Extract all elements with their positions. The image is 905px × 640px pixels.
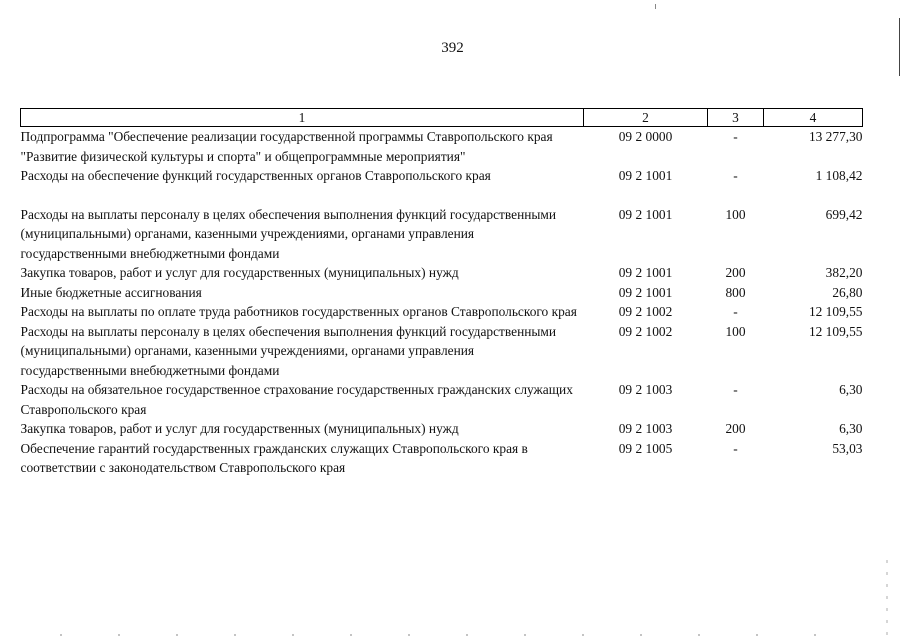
row-name: Закупка товаров, работ и услуг для государственных (муниципальных) нужд bbox=[20, 421, 459, 436]
row-code: 09 2 1002 bbox=[618, 304, 673, 319]
row-name: Подпрограмма "Обеспечение реализации государственной программы Ставропольского края "Развитие физической культуры и спорта" и общепрограммные мероприятия" bbox=[20, 129, 553, 164]
table-row bbox=[21, 166, 863, 205]
row-name: Расходы на выплаты персоналу в целях обеспечения выполнения функций государственными (муниципальными) органами, казенными учреждениями, органами управления государственными внебюджетными фондами bbox=[20, 323, 557, 378]
row-sum: 13 277,30 bbox=[808, 129, 863, 144]
table-row bbox=[21, 302, 863, 322]
header-col-4: 4 bbox=[764, 109, 863, 127]
row-sum: 699,42 bbox=[825, 206, 863, 222]
row-sum: 6,30 bbox=[839, 421, 863, 436]
row-type: 200 bbox=[725, 265, 746, 280]
row-name: Закупка товаров, работ и услуг для государственных (муниципальных) нужд bbox=[20, 265, 459, 280]
row-type: - bbox=[733, 304, 738, 319]
table-row bbox=[21, 127, 863, 167]
header-col-2: 2 bbox=[584, 109, 708, 127]
row-name: Расходы на обязательное государственное страхование государственных гражданских служащих Ставропольского края bbox=[20, 382, 573, 417]
row-name: Расходы на выплаты персоналу в целях обеспечения выполнения функций государственными (муниципальными) органами, казенными учреждениями, органами управления государственными внебюджетными фондами bbox=[20, 206, 557, 261]
row-code: 09 2 1002 bbox=[618, 323, 673, 339]
budget-table bbox=[20, 108, 863, 478]
row-code: 09 2 1003 bbox=[618, 421, 673, 436]
row-type: - bbox=[733, 168, 738, 183]
header-col-3: 3 bbox=[708, 109, 764, 127]
row-name: Обеспечение гарантий государственных гражданских служащих Ставропольского края в соответствии с законодательством Ставропольского края bbox=[20, 440, 528, 475]
row-type: 100 bbox=[725, 206, 746, 222]
row-type: - bbox=[733, 440, 738, 456]
row-type: 100 bbox=[725, 323, 746, 339]
table-row bbox=[21, 439, 863, 478]
row-sum: 382,20 bbox=[825, 265, 863, 280]
row-type: 200 bbox=[725, 421, 746, 436]
table-row bbox=[21, 283, 863, 303]
table-header-row bbox=[21, 109, 863, 127]
scan-noise-right bbox=[886, 560, 888, 640]
row-sum: 12 109,55 bbox=[808, 304, 863, 319]
row-name: Расходы на обеспечение функций государственных органов Ставропольского края bbox=[20, 168, 491, 183]
row-type: - bbox=[733, 382, 738, 397]
row-code: 09 2 1001 bbox=[618, 265, 673, 280]
row-sum: 53,03 bbox=[832, 440, 863, 456]
row-name: Иные бюджетные ассигнования bbox=[20, 284, 202, 300]
row-sum: 26,80 bbox=[832, 284, 863, 300]
table-row bbox=[21, 263, 863, 283]
row-code: 09 2 1001 bbox=[618, 168, 673, 183]
row-sum: 1 108,42 bbox=[815, 168, 863, 183]
row-name: Расходы на выплаты по оплате труда работников государственных органов Ставропольского края bbox=[20, 304, 577, 319]
row-sum: 6,30 bbox=[839, 382, 863, 397]
row-type: - bbox=[733, 129, 738, 144]
row-code: 09 2 1005 bbox=[618, 440, 673, 456]
row-code: 09 2 1001 bbox=[618, 206, 673, 222]
page-number: 392 bbox=[441, 40, 464, 56]
row-code: 09 2 0000 bbox=[618, 129, 673, 144]
row-code: 09 2 1003 bbox=[618, 382, 673, 397]
scan-mark-top bbox=[655, 4, 656, 9]
row-sum: 12 109,55 bbox=[808, 323, 863, 339]
table-row bbox=[21, 419, 863, 439]
row-type: 800 bbox=[725, 284, 746, 300]
scan-noise-bottom bbox=[60, 634, 850, 636]
table-row bbox=[21, 205, 863, 264]
table-row bbox=[21, 322, 863, 381]
table-row bbox=[21, 380, 863, 419]
header-col-1: 1 bbox=[21, 109, 584, 127]
row-code: 09 2 1001 bbox=[618, 284, 673, 300]
